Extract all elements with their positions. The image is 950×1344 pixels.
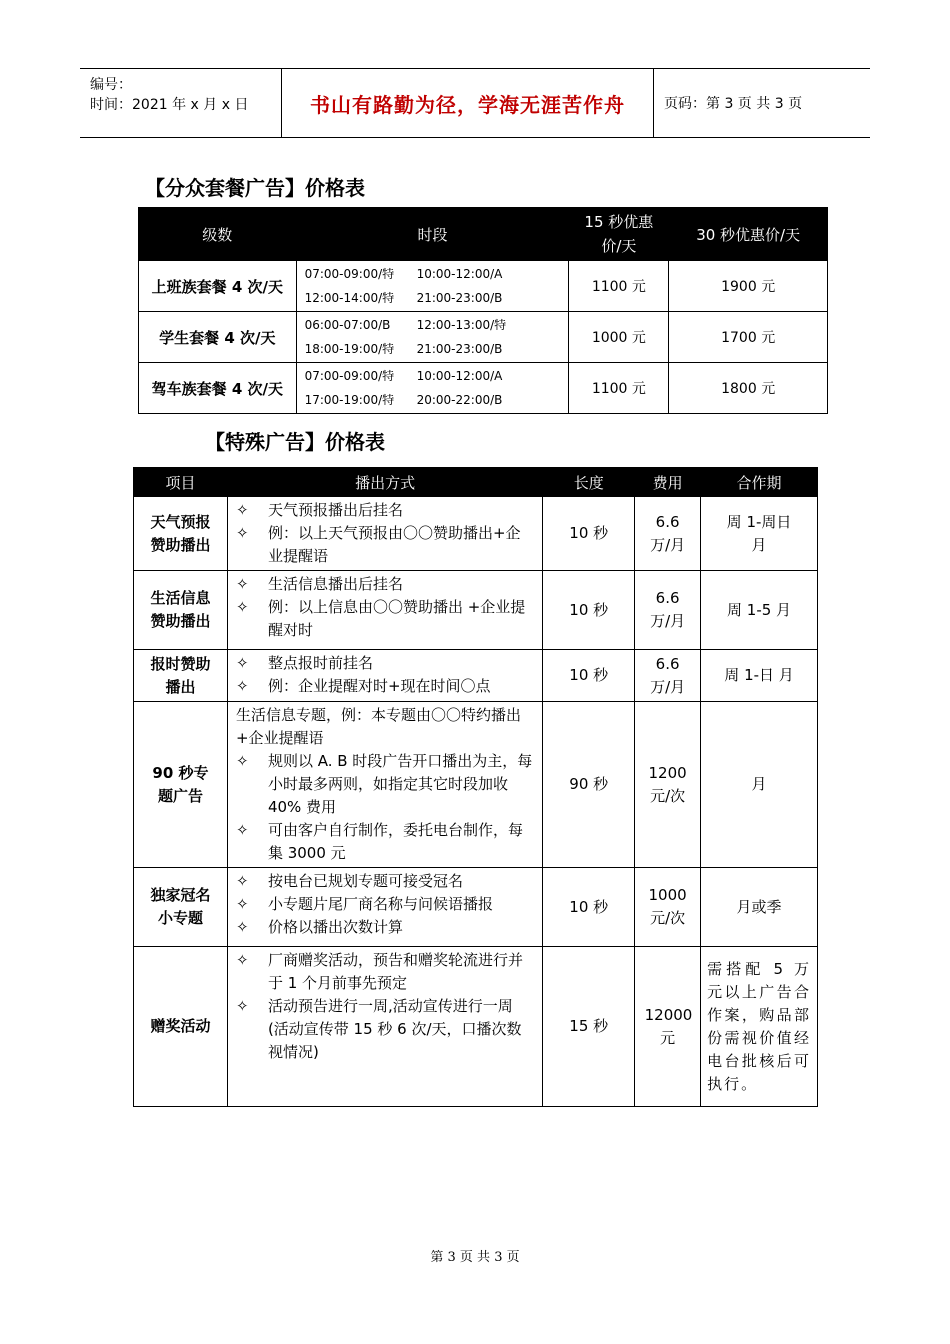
method-note: (活动宣传带 15 秒 6 次/天，口播次数视情况) [267,1020,522,1061]
method-text: 生活信息播出后挂名 [267,575,403,593]
col-header-item: 项目 [134,468,228,497]
table-row [139,312,828,363]
method-bullet [236,949,534,995]
fee: 1200 元/次 [635,702,701,868]
table-row [134,571,818,650]
period: 需搭配 5 万元以上广告合作案，购品部份需视价值经电台批核后可执行。 [701,947,818,1107]
package-name: 学生套餐 4 次/天 [139,312,297,363]
item-name: 独家冠名小专题 [134,868,228,947]
table-header-row [134,468,818,497]
diamond-star-icon: ✧ [235,872,249,890]
col-header-price-15s: 15 秒优惠价/天 [569,208,669,261]
price-30s: 1800 元 [669,363,828,414]
package-name: 上班族套餐 4 次/天 [139,261,297,312]
package-price-table [138,207,828,414]
period: 月或季 [701,868,818,947]
diamond-star-icon: ✧ [235,895,249,913]
method-text: 天气预报播出后挂名 [267,501,403,519]
fee: 12000 元 [635,947,701,1107]
number-label: 编号： [90,77,132,93]
fee: 6.6 万/月 [635,650,701,702]
date-label: 时间：2021 年 x 月 x 日 [90,97,249,113]
item-name: 90 秒专题广告 [134,702,228,868]
method-cell [227,497,542,571]
timeslot: 17:00-19:00/特 [304,393,395,407]
section-title-special: 【特殊广告】价格表 [205,430,385,454]
method-text: 例：以上天气预报由〇〇赞助播出+企业提醒语 [267,524,521,565]
timeslot-line [305,364,569,388]
timeslot: 10:00-12:00/A [416,267,503,281]
method-text: 活动预告进行一周,活动宣传进行一周 [267,997,513,1015]
price-15s: 1000 元 [569,312,669,363]
timeslot: 07:00-09:00/特 [304,267,395,281]
timeslot: 20:00-22:00/B [416,393,503,407]
diamond-star-icon: ✧ [235,752,249,770]
length: 10 秒 [543,868,635,947]
item-name: 赠奖活动 [134,947,228,1107]
table-row [139,261,828,312]
method-bullet [236,819,534,865]
table-row [139,363,828,414]
diamond-star-icon: ✧ [235,598,249,616]
diamond-star-icon: ✧ [235,677,249,695]
timeslot: 07:00-09:00/特 [304,369,395,383]
header-meta [80,69,282,137]
method-bullet [236,652,534,675]
diamond-star-icon: ✧ [235,918,249,936]
method-bullet [236,870,534,893]
method-text: 按电台已规划专题可接受冠名 [267,872,463,890]
page-number-label: 页码：第 3 页 共 3 页 [664,96,803,112]
col-header-method: 播出方式 [227,468,542,497]
col-header-fee: 费用 [635,468,701,497]
col-header-level: 级数 [139,208,297,261]
method-text: 规则以 A. B 时段广告开口播出为主，每小时最多两则，如指定其它时段加收 40% 费用 [267,752,533,816]
table-row [134,650,818,702]
timeslot-line [305,388,569,412]
price-15s: 1100 元 [569,363,669,414]
method-intro: 生活信息专题，例：本专题由〇〇特约播出+企业提醒语 [235,706,521,747]
method-bullet [236,750,534,819]
period: 月 [701,702,818,868]
diamond-star-icon: ✧ [235,821,249,839]
timeslot-cell [296,312,569,363]
length: 10 秒 [543,497,635,571]
timeslot-line [305,313,569,337]
method-bullet [236,573,534,596]
method-text: 小专题片尾厂商名称与问候语播报 [267,895,493,913]
header-motto: 书山有路勤为径，学海无涯苦作舟 [282,69,654,137]
fee: 1000 元/次 [635,868,701,947]
timeslot-cell [296,261,569,312]
period: 周 1-周日月 [701,497,818,571]
table-row [134,702,818,868]
timeslot-cell [296,363,569,414]
period: 周 1-5 月 [701,571,818,650]
diamond-star-icon: ✧ [235,951,249,969]
timeslot-line [305,262,569,286]
diamond-star-icon: ✧ [235,501,249,519]
length: 10 秒 [543,650,635,702]
length: 15 秒 [543,947,635,1107]
method-text: 可由客户自行制作，委托电台制作，每集 3000 元 [267,821,523,862]
method-cell [227,702,542,868]
diamond-star-icon: ✧ [235,654,249,672]
page-header [80,68,870,138]
length: 10 秒 [543,571,635,650]
price-30s: 1700 元 [669,312,828,363]
method-text: 价格以播出次数计算 [267,918,403,936]
method-bullet [236,499,534,522]
section-title-package: 【分众套餐广告】价格表 [145,176,365,200]
col-header-length: 长度 [543,468,635,497]
method-text: 例：以上信息由〇〇赞助播出 +企业提醒对时 [267,598,526,639]
method-cell [227,947,542,1107]
diamond-star-icon: ✧ [235,524,249,542]
method-cell [227,868,542,947]
method-bullet [236,916,534,939]
timeslot: 12:00-14:00/特 [304,291,395,305]
special-price-table [133,467,818,1107]
fee: 6.6 万/月 [635,571,701,650]
method-text: 例：企业提醒对时+现在时间〇点 [267,677,491,695]
timeslot: 21:00-23:00/B [416,291,503,305]
timeslot: 18:00-19:00/特 [304,342,395,356]
fee: 6.6 万/月 [635,497,701,571]
method-text: 整点报时前挂名 [267,654,373,672]
method-bullet [236,522,534,568]
method-bullet [236,675,534,698]
timeslot-line [305,286,569,310]
method-bullet [236,596,534,642]
timeslot-line [305,337,569,361]
price-30s: 1900 元 [669,261,828,312]
price-15s: 1100 元 [569,261,669,312]
diamond-star-icon: ✧ [235,997,249,1015]
timeslot: 10:00-12:00/A [416,369,503,383]
period: 周 1-日 月 [701,650,818,702]
method-bullet [236,995,534,1018]
col-header-price-30s: 30 秒优惠价/天 [669,208,828,261]
table-header-row [139,208,828,261]
item-name: 天气预报赞助播出 [134,497,228,571]
item-name: 报时赞助播出 [134,650,228,702]
length: 90 秒 [543,702,635,868]
method-bullet [236,893,534,916]
timeslot: 06:00-07:00/B [304,318,391,332]
timeslot: 12:00-13:00/特 [416,318,507,332]
page-footer: 第 3 页 共 3 页 [430,1250,520,1265]
col-header-timeslot: 时段 [296,208,569,261]
item-name: 生活信息赞助播出 [134,571,228,650]
timeslot: 21:00-23:00/B [416,342,503,356]
diamond-star-icon: ✧ [235,575,249,593]
table-row [134,868,818,947]
method-text: 厂商赠奖活动，预告和赠奖轮流进行并于 1 个月前事先预定 [267,951,523,992]
table-row [134,947,818,1107]
col-header-period: 合作期 [701,468,818,497]
table-row [134,497,818,571]
method-cell [227,650,542,702]
package-name: 驾车族套餐 4 次/天 [139,363,297,414]
method-cell [227,571,542,650]
